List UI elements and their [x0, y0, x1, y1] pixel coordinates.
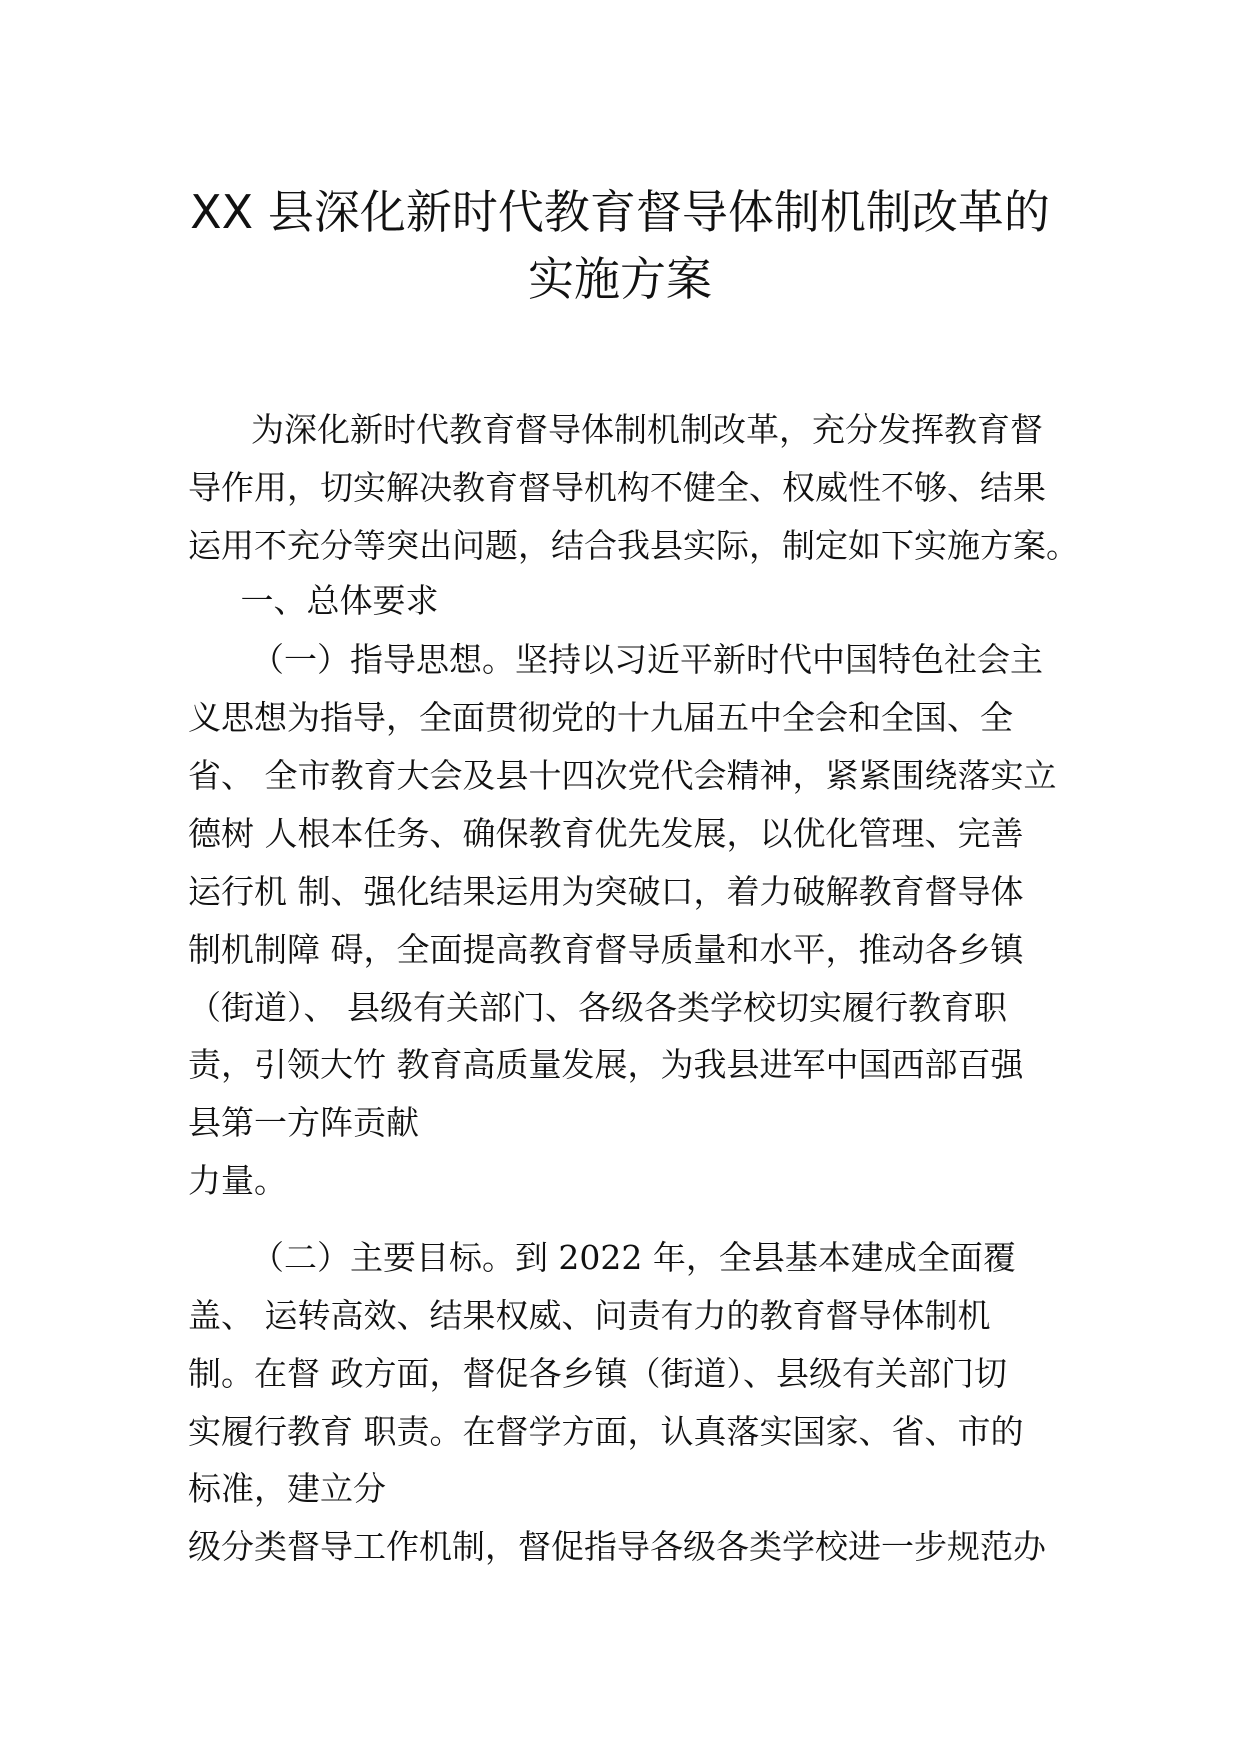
paragraph-line: （二）主要目标。到 2022 年，全县基本建成全面覆 — [188, 1238, 1016, 1277]
paragraph-line: （一）指导思想。坚持以习近平新时代中国特色社会主 — [188, 640, 1043, 679]
paragraph-line: 实履行教育 职责。在督学方面，认真落实国家、省、市的 — [188, 1412, 1024, 1451]
paragraph-line: 省、 全市教育大会及县十四次党代会精神，紧紧围绕落实立 — [188, 756, 1057, 795]
paragraph-line: 德树 人根本任务、确保教育优先发展，以优化管理、完善 — [188, 814, 1024, 853]
paragraph-line: 盖、 运转高效、结果权威、问责有力的教育督导体制机 — [188, 1296, 991, 1335]
paragraph-line: 制。在督 政方面，督促各乡镇（街道）、县级有关部门切 — [188, 1354, 1007, 1393]
paragraph-line: （街道）、 县级有关部门、各级各类学校切实履行教育职 — [188, 988, 1007, 1027]
paragraph-line: 导作用，切实解决教育督导机构不健全、权威性不够、结果 — [188, 468, 1046, 507]
paragraph-line: 标准，建立分 — [188, 1469, 386, 1508]
paragraph-line: 县第一方阵贡献 — [188, 1103, 419, 1142]
paragraph-line: 力量。 — [188, 1161, 287, 1200]
document-title-line-2: 实施方案 — [528, 252, 712, 306]
paragraph-line: 级分类督导工作机制，督促指导各级各类学校进一步规范办 — [188, 1527, 1046, 1566]
paragraph-line: 运用不充分等突出问题，结合我县实际，制定如下实施方案。 — [188, 526, 1079, 565]
section-heading: 一、总体要求 — [188, 581, 439, 620]
paragraph-line: 责，引领大竹 教育高质量发展，为我县进军中国西部百强 — [188, 1045, 1024, 1084]
paragraph-line: 为深化新时代教育督导体制机制改革，充分发挥教育督 — [188, 410, 1043, 449]
document-title-line-1: XX 县深化新时代教育督导体制机制改革的 — [190, 185, 1050, 239]
paragraph-line: 义思想为指导，全面贯彻党的十九届五中全会和全国、全 — [188, 698, 1013, 737]
paragraph-line: 制机制障 碍，全面提高教育督导质量和水平，推动各乡镇 — [188, 930, 1024, 969]
paragraph-line: 运行机 制、强化结果运用为突破口，着力破解教育督导体 — [188, 872, 1024, 911]
